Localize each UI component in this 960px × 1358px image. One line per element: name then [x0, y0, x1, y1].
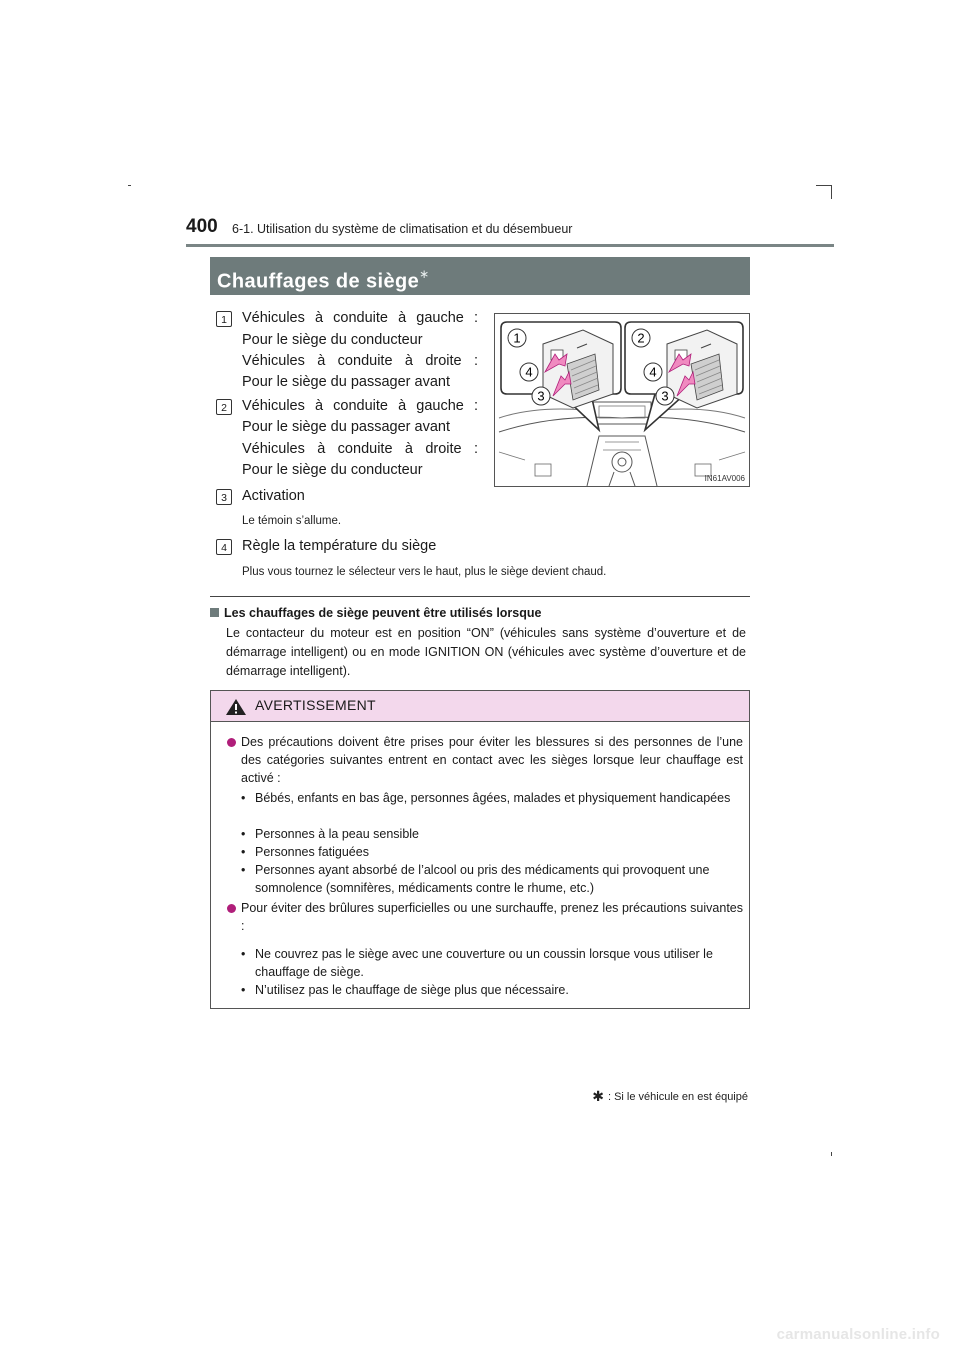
item-3-description: Le témoin s’allume.: [242, 515, 342, 527]
note-body: Le contacteur du moteur est en position “ON” (véhicules sans système d’ouverture et de démarrage intelligent) ou en mode IGNITION ON (véhicules avec système d’ouverture et de démarrage intelligent).: [226, 626, 746, 678]
warning-title: AVERTISSEMENT: [255, 697, 376, 713]
warning-sub-bullet-text: Ne couvrez pas le siège avec une couverture ou un coussin lorsque vous utiliser le chauffage de siège.: [255, 947, 713, 979]
header-rule: [186, 244, 834, 247]
warning-sub-bullet-text: Bébés, enfants en bas âge, personnes âgées, malades et physiquement handicapées: [255, 791, 731, 805]
item-number-4: 4: [216, 539, 232, 555]
item-2-line-4: Pour le siège du conducteur: [242, 462, 423, 478]
crop-mark: [831, 1152, 832, 1156]
callout-2: 2: [637, 330, 645, 346]
asterisk-icon: ✱: [592, 1088, 604, 1104]
callout-3-right: 3: [661, 388, 669, 404]
warning-bullet-1: Des précautions doivent être prises pour éviter les blessures si des personnes de l’une des catégories suivantes entrent en contact avec les sièges lorsque leur chauffage est activé :: [241, 735, 743, 785]
footnote: [592, 1088, 748, 1105]
callout-4-right: 4: [649, 364, 657, 380]
watermark: carmanualsonline.info: [776, 1326, 940, 1343]
warning-sub-bullet: • Personnes fatiguées: [241, 845, 369, 859]
item-4-description: Plus vous tournez le sélecteur vers le haut, plus le siège devient chaud.: [242, 566, 607, 578]
warning-bullet-2: Pour éviter des brûlures superficielles ou une surchauffe, prenez les précautions suivantes :: [241, 901, 743, 933]
item-2-line-2: Pour le siège du passager avant: [242, 419, 450, 435]
item-number-3: 3: [216, 489, 232, 505]
footnote-text: : Si le véhicule en est équipé: [607, 1091, 748, 1103]
warning-bullet-icon: [227, 738, 236, 747]
warning-bullet-icon: [227, 904, 236, 913]
note-heading: [210, 606, 541, 620]
item-number-2: 2: [216, 399, 232, 415]
section-rule: [210, 596, 750, 597]
item-4-line-1: Règle la température du siège: [242, 538, 437, 554]
item-1-line-2: Pour le siège du conducteur: [242, 332, 423, 348]
dashboard-drawing: [495, 314, 749, 486]
warning-box: [210, 690, 750, 1009]
crop-mark: [816, 185, 832, 186]
callout-1: 1: [513, 330, 521, 346]
callout-4-left: 4: [525, 364, 533, 380]
section-title-text: Chauffages de siège: [217, 270, 420, 293]
item-number-1: 1: [216, 311, 232, 327]
seat-heater-illustration: [494, 313, 750, 487]
chapter-title: 6-1. Utilisation du système de climatisation et du désembueur: [232, 222, 573, 236]
warning-sub-bullet: • Ne couvrez pas le siège avec une couverture ou un coussin lorsque vous utiliser le chauffage de siège.: [241, 947, 713, 979]
warning-sub-bullet-text: N’utilisez pas le chauffage de siège plus que nécessaire.: [255, 983, 569, 997]
warning-sub-bullet-text: Personnes ayant absorbé de l’alcool ou pris des médicaments qui provoquent une somnolence (somnifères, médicaments contre le rhume, etc.): [255, 863, 710, 895]
warning-sub-bullet: • Personnes à la peau sensible: [241, 827, 420, 841]
warning-sub-bullet: • Personnes ayant absorbé de l’alcool ou pris des médicaments qui provoquent une somnolence (somnifères, médicaments contre le rhume, etc.): [241, 863, 710, 895]
item-3-line-1: Activation: [242, 488, 305, 504]
illustration-code: IN61AV006: [704, 474, 745, 483]
equipment-asterisk: ∗: [419, 267, 430, 281]
warning-sub-bullet-text: Personnes fatiguées: [255, 845, 369, 859]
page-number: 400: [186, 216, 218, 237]
item-1-line-3: Véhicules à conduite à droite :: [242, 353, 478, 369]
warning-triangle-icon: [225, 698, 247, 716]
item-2-line-3: Véhicules à conduite à droite :: [242, 441, 478, 457]
item-1-line-4: Pour le siège du passager avant: [242, 374, 450, 390]
crop-mark: [831, 185, 832, 199]
section-title: [210, 257, 750, 295]
warning-header: [211, 691, 749, 722]
warning-sub-bullet: • Bébés, enfants en bas âge, personnes âgées, malades et physiquement handicapées: [241, 791, 731, 805]
warning-sub-bullet-text: Personnes à la peau sensible: [255, 827, 420, 841]
warning-sub-bullet: • N’utilisez pas le chauffage de siège plus que nécessaire.: [241, 983, 569, 997]
item-2-line-1: Véhicules à conduite à gauche :: [242, 398, 478, 414]
item-1-line-1: Véhicules à conduite à gauche :: [242, 310, 478, 326]
callout-3-left: 3: [537, 388, 545, 404]
note-heading-text: Les chauffages de siège peuvent être utilisés lorsque: [224, 606, 542, 620]
crop-mark: [128, 185, 131, 186]
square-bullet-icon: [210, 608, 219, 617]
